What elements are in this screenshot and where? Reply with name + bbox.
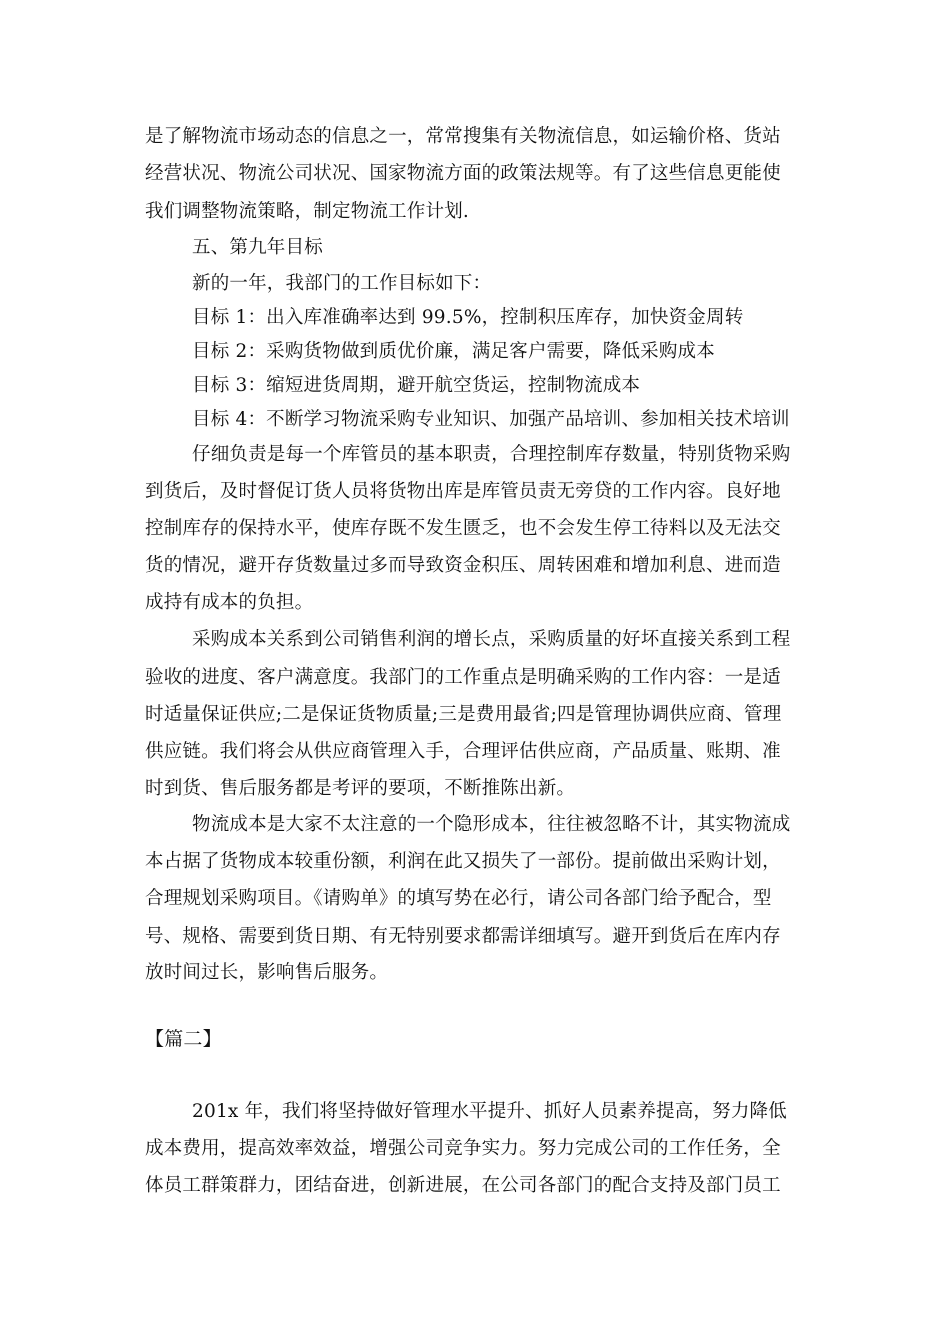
- text-line: 是了解物流市场动态的信息之一，常常搜集有关物流信息，如运输价格、货站: [145, 126, 781, 147]
- text-line: 经营状况、物流公司状况、国家物流方面的政策法规等。有了这些信息更能使: [145, 163, 781, 184]
- text-line: 到货后，及时督促订货人员将货物出库是库管员责无旁贷的工作内容。良好地: [145, 481, 781, 502]
- goal-item: 目标 2：采购货物做到质优价廉，满足客户需要，降低采购成本: [192, 341, 715, 362]
- text-line: 仔细负责是每一个库管员的基本职责，合理控制库存数量，特别货物采购: [192, 444, 791, 465]
- section-heading: 五、第九年目标: [192, 237, 323, 258]
- text-line: 物流成本是大家不太注意的一个隐形成本，往往被忽略不计，其实物流成: [192, 814, 791, 835]
- text-line: 采购成本关系到公司销售利润的增长点，采购质量的好坏直接关系到工程: [192, 629, 791, 650]
- text-line: 本占据了货物成本较重份额，利润在此又损失了一部份。提前做出采购计划，: [145, 851, 781, 872]
- text-line: 放时间过长，影响售后服务。: [145, 962, 389, 983]
- text-line: 我们调整物流策略，制定物流工作计划.: [145, 201, 469, 222]
- text-line: 验收的进度、客户满意度。我部门的工作重点是明确采购的工作内容：一是适: [145, 667, 781, 688]
- text-line: 合理规划采购项目。《请购单》的填写势在必行，请公司各部门给予配合，型: [145, 888, 772, 909]
- text-line: 控制库存的保持水平，使库存既不发生匮乏，也不会发生停工待料以及无法交: [145, 518, 781, 539]
- goal-item: 目标 1：出入库准确率达到 99.5%，控制积压库存，加快资金周转: [192, 307, 744, 328]
- text-line: 时到货、售后服务都是考评的要项，不断推陈出新。: [145, 778, 576, 799]
- text-line: 号、规格、需要到货日期、有无特别要求都需详细填写。避开到货后在库内存: [145, 926, 781, 947]
- section-title: 【篇二】: [145, 1028, 222, 1050]
- text-line: 新的一年，我部门的工作目标如下：: [192, 273, 492, 294]
- text-line: 成持有成本的负担。: [145, 592, 314, 613]
- goal-item: 目标 3：缩短进货周期，避开航空货运，控制物流成本: [192, 375, 641, 396]
- text-line: 供应链。我们将会从供应商管理入手，合理评估供应商，产品质量、账期、准: [145, 741, 781, 762]
- text-line: 时适量保证供应;二是保证货物质量;三是费用最省;四是管理协调供应商、管理: [145, 704, 782, 725]
- text-line: 201x 年，我们将坚持做好管理水平提升、抓好人员素养提高，努力降低: [192, 1101, 787, 1122]
- goal-item: 目标 4：不断学习物流采购专业知识、加强产品培训、参加相关技术培训: [192, 409, 790, 430]
- text-line: 货的情况，避开存货数量过多而导致资金积压、周转困难和增加利息、进而造: [145, 555, 781, 576]
- text-line: 成本费用，提高效率效益，增强公司竞争实力。努力完成公司的工作任务，全: [145, 1138, 781, 1159]
- text-line: 体员工群策群力，团结奋进，创新进展，在公司各部门的配合支持及部门员工: [145, 1175, 781, 1196]
